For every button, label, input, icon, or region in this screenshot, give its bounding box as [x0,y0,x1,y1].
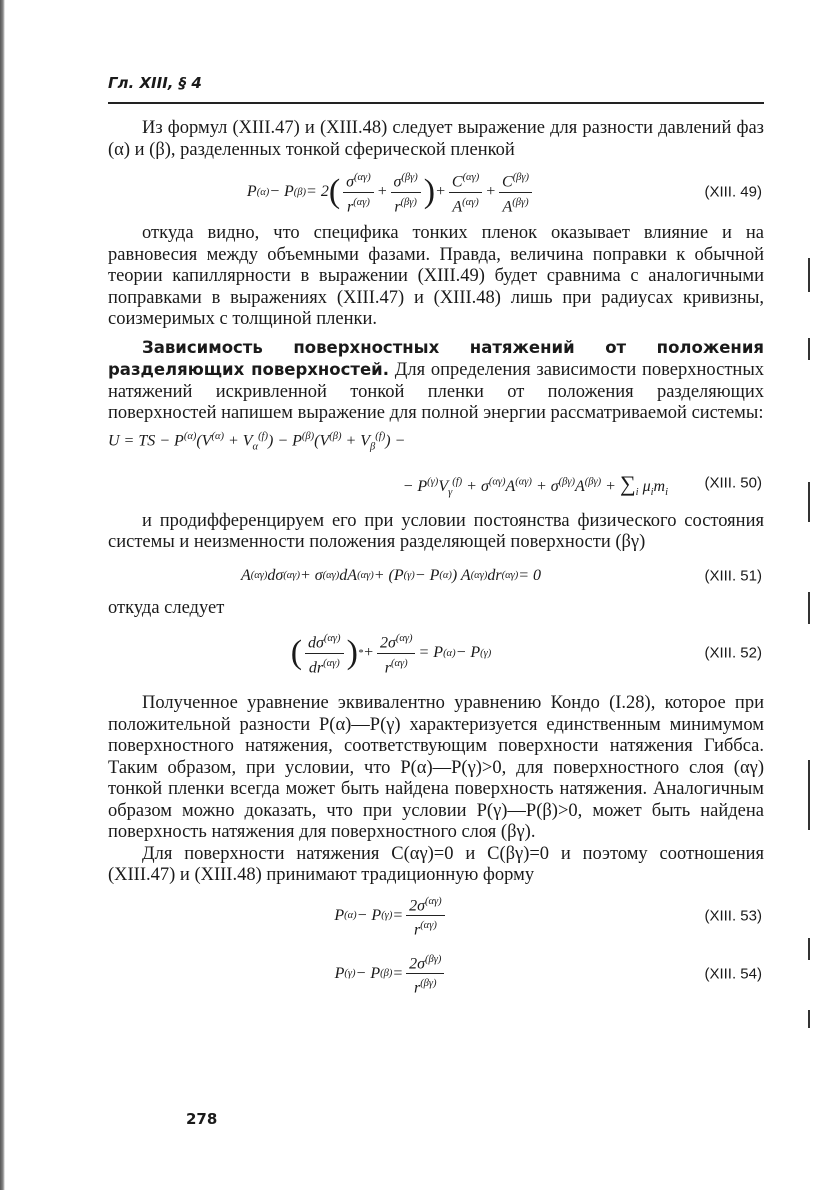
equation-xiii-54 [108,945,764,1003]
equation-number: (XIII. 49) [704,183,762,201]
paragraph: Для поверхности натяжения C(αγ)=0 и C(βγ)=0 и поэтому соотношения (XIII.47) и (XIII.48) принимают традиционную форму [108,843,764,885]
page-body [108,118,764,1003]
equation-number: (XIII. 50) [704,474,762,491]
equation-body: P (α) − P (γ) = $\frac{2\sigma^{(\alpha\gamma)}}{r^{(\alpha\gamma)}}$ [108,893,764,939]
paragraph: и продифференцируем его при условии постоянства физического состояния системы и неизменности положения разделяющей поверхности (βγ) [108,510,764,552]
paragraph: откуда следует [108,597,225,618]
paragraph: откуда видно, что специфика тонких пленок оказывает влияние и на равновесия между объемными фазами. Правда, величина поправки к обычной теории капиллярности в выражении (XIII.49) будет сравнима с аналогичными поправками в выражениях (XIII.47) и (XIII.48) лишь при радиусах кривизны, соизмеримых с толщиной пленки. [108,223,764,329]
equation-body: ( $\frac{d\sigma^{(\alpha\gamma)}}{dr^{(\alpha\gamma)}}$ ) * + $\frac{2\sigma^{(\alpha\gamma)}}{r^{(\alpha\gamma)}}$ = P (α) − P (γ) [108,630,764,676]
page-number: 278 [186,1110,218,1128]
equation-number: (XIII. 52) [704,644,762,662]
equation-xiii-53 [108,887,764,945]
equation-xiii-49 [108,161,764,223]
section-run-in-heading: Зависимость поверхностных натяжений от положения разделяющих поверхностей. [108,337,764,379]
edge-mark [808,938,810,960]
paragraph: Полученное уравнение эквивалентно уравнению Кондо (I.28), которое при положительной разности P(α)—P(γ) характеризуется единственным минимумом поверхностного натяжения, соответствующим поверхности натяжения Гиббса. Таким образом, при условии, что P(α)—P(γ)>0, для поверхностного слоя (αγ) тонкой пленки всегда может быть найдена поверхность натяжения. Аналогичным образом можно доказать, что при условии P(γ)—P(β)>0, может быть найдена поверхность натяжения для поверхностного слоя (βγ). [108,693,764,842]
edge-mark [808,338,810,360]
paragraph-text: Для определения зависимости поверхностных натяжений искривленной тонкой пленки от положения разделяющих поверхностей напишем выражение для полной энергии рассматриваемой системы: [108,360,765,423]
edge-mark [808,258,810,292]
equation-line: − $P^{(\gamma)}V_\gamma^{(f)} + \sigma^{(\alpha\gamma)}A^{(\alpha\gamma)} + \sigma^{(\beta\gamma)}A^{(\beta\gamma)} + \sum_i$ $\mu_im_i$ [402,470,668,498]
edge-mark [808,592,810,624]
equation-xiii-51 [108,554,764,598]
edge-mark [808,760,810,830]
equation-xiii-52 [108,619,764,687]
paragraph [108,337,764,425]
edge-mark [808,482,810,522]
edge-mark [808,1010,810,1028]
equation-number: (XIII. 53) [704,907,762,924]
running-head: Гл. XIII, § 4 [108,74,202,92]
equation-xiii-50 [108,425,764,511]
equation-number: (XIII. 51) [704,567,762,584]
page-spine-shadow [0,0,5,1190]
paragraph: Из формул (XIII.47) и (XIII.48) следует выражение для разности давлений фаз (α) и (β), разделенных тонкой сферической пленкой [108,118,764,160]
equation-line: U = TS − $P^{(\alpha)}(V^{(\alpha)} + V_\alpha^{(f)}) - P^{(\beta)}(V^{(\beta)} + V_\beta^{(f)})$ − [108,430,406,453]
page-header [108,74,764,104]
equation-number: (XIII. 54) [704,965,762,982]
equation-body: A (αγ) dσ (αγ) + σ (αγ) dA (αγ) + (P (γ) − P (α) ) A (αγ) dr (αγ) = 0 [240,566,542,584]
equation-body: P (γ) − P (β) = $\frac{2\sigma^{(\beta\gamma)}}{r^{(\beta\gamma)}}$ [108,951,764,997]
equation-body: P (α) − P (β) = 2 ( $\frac{\sigma^{(\alpha\gamma)}}{r^{(\alpha\gamma)}}$ + $\frac{\sigma^{(\beta\gamma)}}{r^{(\beta\gamma)}}$ ) + $\frac{C^{(\alpha\gamma)}}{A^{(\alpha\gamma)}}$ + $\frac{C^{(\beta\gamma)}}{A^{(\beta\gamma)}}$ [108,169,764,215]
